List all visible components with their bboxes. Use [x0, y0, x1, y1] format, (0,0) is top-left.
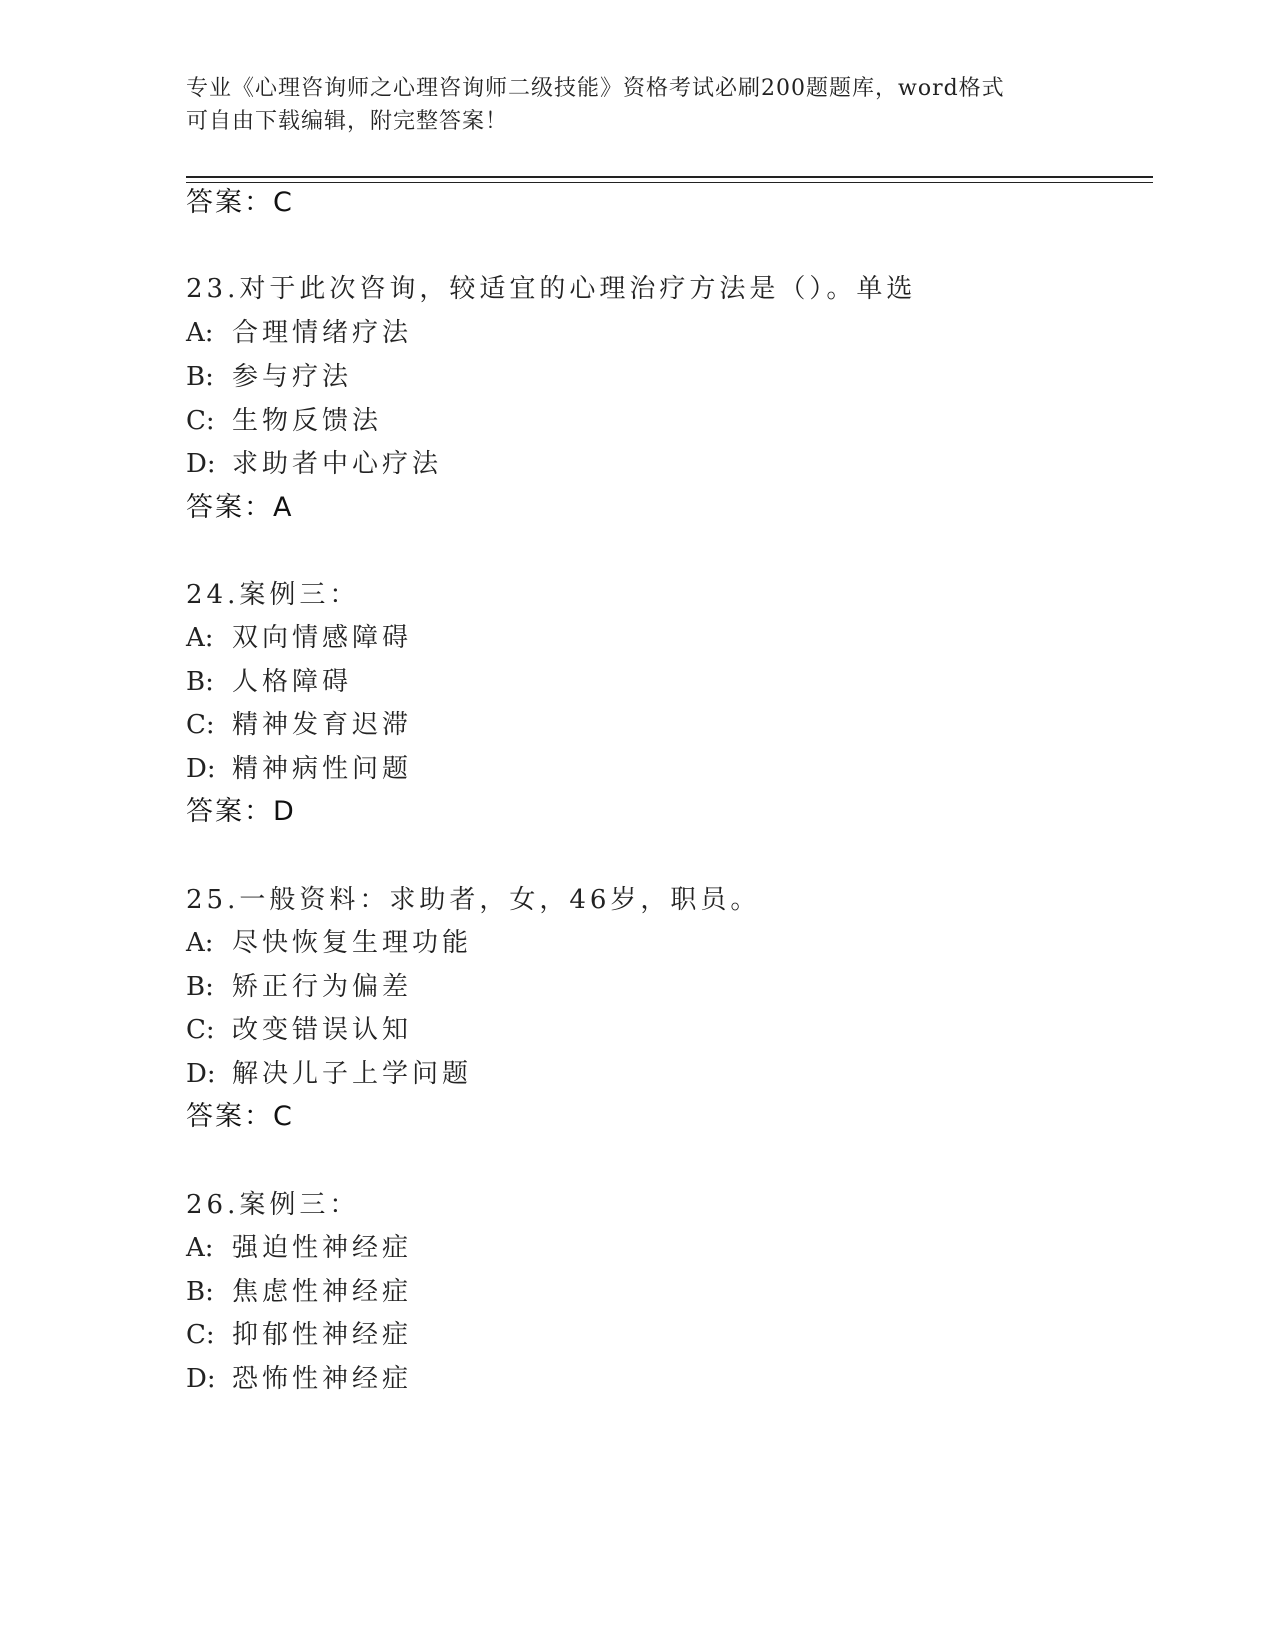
- option-text: 矫正行为偏差: [232, 972, 413, 1002]
- question-25-option-b: [186, 970, 412, 1004]
- option-text: 抑郁性神经症: [232, 1320, 413, 1350]
- question-24-option-b: [186, 665, 352, 699]
- option-text: 参与疗法: [232, 362, 353, 392]
- option-letter: B:: [186, 667, 214, 697]
- document-header: [186, 72, 1086, 138]
- question-23-option-b: [186, 360, 352, 394]
- option-text: 焦虑性神经症: [232, 1277, 413, 1307]
- header-line-1: 专业《心理咨询师之心理咨询师二级技能》资格考试必刷200题题库，word格式: [186, 76, 1005, 101]
- option-text: 人格障碍: [232, 667, 353, 697]
- question-23-option-c: [186, 404, 382, 438]
- option-letter: A:: [186, 1233, 214, 1263]
- question-26-option-a: [186, 1231, 412, 1265]
- option-letter: B:: [186, 972, 214, 1002]
- answer-line-prev: 答案：C: [186, 187, 294, 218]
- option-letter: A:: [186, 318, 214, 348]
- question-23-answer: 答案：A: [186, 492, 294, 523]
- question-23-option-a: [186, 316, 412, 350]
- option-text: 合理情绪疗法: [232, 318, 413, 348]
- question-26-text: 26.案例三：: [186, 1190, 360, 1220]
- option-letter: C:: [186, 710, 215, 740]
- option-letter: D:: [186, 1364, 216, 1394]
- option-text: 恐怖性神经症: [232, 1364, 413, 1394]
- option-letter: A:: [186, 928, 214, 958]
- header-line-2: 可自由下载编辑，附完整答案！: [186, 109, 509, 134]
- option-letter: C:: [186, 406, 215, 436]
- question-25-answer: 答案：C: [186, 1101, 294, 1132]
- option-text: 尽快恢复生理功能: [232, 928, 473, 958]
- question-26-option-c: [186, 1318, 412, 1352]
- question-25-option-a: [186, 926, 472, 960]
- option-text: 解决儿子上学问题: [232, 1059, 473, 1089]
- option-letter: B:: [186, 362, 214, 392]
- option-text: 改变错误认知: [232, 1015, 413, 1045]
- question-26-option-b: [186, 1275, 412, 1309]
- question-24-text: 24.案例三：: [186, 580, 360, 610]
- option-letter: A:: [186, 623, 214, 653]
- header-rule-thick: [186, 176, 1153, 178]
- question-24-option-c: [186, 708, 412, 742]
- option-text: 生物反馈法: [232, 406, 383, 436]
- option-letter: B:: [186, 1277, 214, 1307]
- option-letter: D:: [186, 449, 216, 479]
- question-26-option-d: [186, 1362, 412, 1396]
- question-25-option-d: [186, 1057, 472, 1091]
- option-letter: D:: [186, 754, 216, 784]
- question-25-option-c: [186, 1013, 412, 1047]
- question-23-option-d: [186, 447, 442, 481]
- question-24-option-d: [186, 752, 412, 786]
- option-text: 精神发育迟滞: [232, 710, 413, 740]
- question-24-option-a: [186, 621, 412, 655]
- option-letter: C:: [186, 1015, 215, 1045]
- question-23-text: 23.对于此次咨询，较适宜的心理治疗方法是（）。单选: [186, 274, 917, 304]
- option-letter: C:: [186, 1320, 215, 1350]
- question-24-answer: 答案：D: [186, 796, 296, 827]
- option-letter: D:: [186, 1059, 216, 1089]
- header-rule-thin: [186, 182, 1153, 183]
- option-text: 求助者中心疗法: [232, 449, 443, 479]
- option-text: 强迫性神经症: [232, 1233, 413, 1263]
- option-text: 双向情感障碍: [232, 623, 413, 653]
- question-25-text: 25.一般资料：求助者，女，46岁，职员。: [186, 885, 761, 915]
- option-text: 精神病性问题: [232, 754, 413, 784]
